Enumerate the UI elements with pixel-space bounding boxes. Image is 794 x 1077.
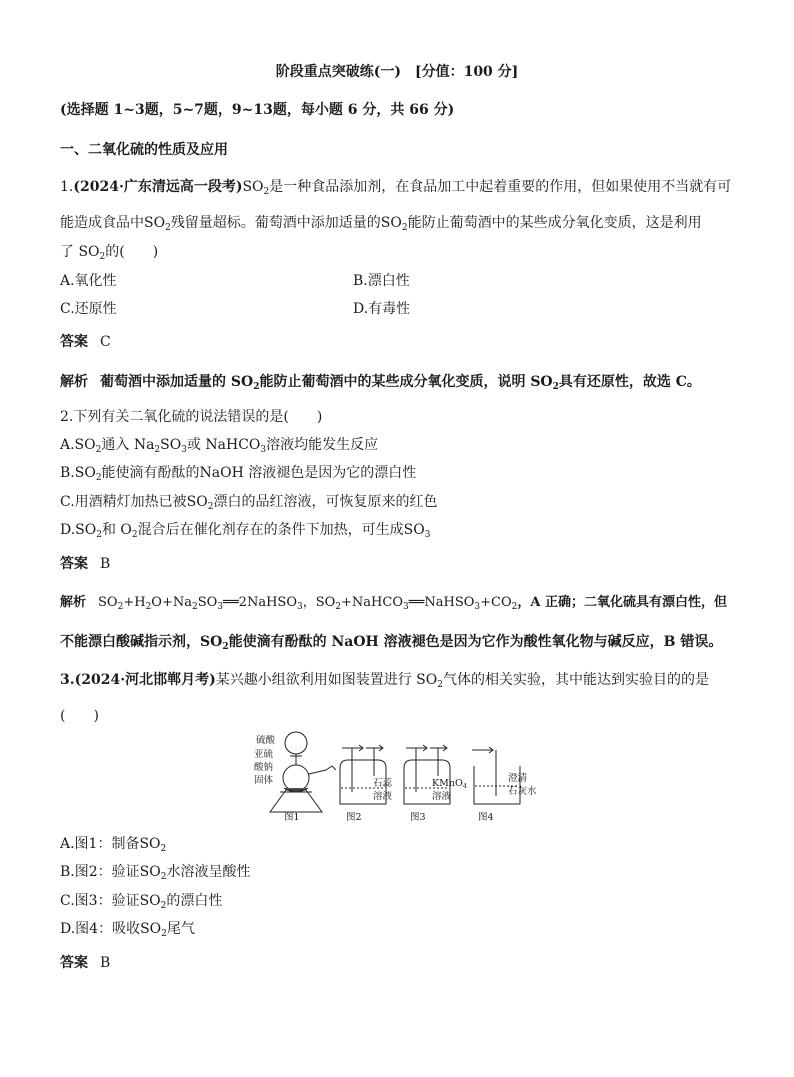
question-1-source: (2024·广东清远高一段考) [73,179,243,195]
question-1-answer: 答案 C [60,334,111,350]
question-1-options-row-2 [60,300,411,318]
label-litmus-2: 溶液 [373,791,393,802]
option-c: C.还原性 [60,301,117,317]
question-3-option-b: B.图2：验证$SO_2$水溶液呈酸性 [60,864,251,882]
question-1-options-row-1 [60,272,410,290]
caption-fig-4: 图4 [478,812,494,822]
option-b: B.漂白性 [353,273,410,289]
caption-fig-3: 图3 [410,812,426,822]
question-1-line-1: 1.(2024·广东清远高一段考)$SO_2$是一种食品添加剂，在食品加工中起着重要的作用，但如果使用不当就有可 [60,179,732,197]
question-3-option-d: D.图4：吸收$SO_2$尾气 [60,921,195,939]
caption-fig-1: 图1 [284,812,300,822]
option-d: D.有毒性 [353,301,411,317]
label-sulfite-2: 酸钠 [254,762,274,773]
question-3-answer: 答案 B [60,955,111,971]
label-litmus-1: 石蕊 [373,778,393,789]
question-1-analysis: 解析 葡萄酒中添加适量的 $SO_2$能防止葡萄酒中的某些成分氧化变质，说明 $SO_2$具有还原性，故选 C。 [60,374,701,392]
question-3-source: 3.(2024·河北邯郸月考) [60,672,216,688]
question-3-option-a: A.图1：制备$SO_2$ [60,836,167,854]
option-a: A.氧化性 [60,273,117,289]
question-2-analysis-line-2: 不能漂白酸碱指示剂，$SO_2$能使滴有酚酞的 NaOH 溶液褪色是因为它作为酸性氧化物与碱反应，B 错误。 [60,634,723,652]
question-3-stem: 3.(2024·河北邯郸月考)某兴趣小组欲利用如图装置进行 $SO_2$气体的相关实验，其中能达到实验目的的是 [60,672,709,690]
question-3-option-c: C.图3：验证$SO_2$的漂白性 [60,893,223,911]
question-3-paren: ( ) [60,708,99,724]
label-limewater-1: 澄清 [508,773,528,784]
label-sulfuric-acid: 硫酸 [256,735,276,746]
page-title: 阶段重点突破练(一) [分值：100 分] [275,64,519,80]
label-kmno4-solution: 溶液 [432,791,452,802]
apparatus-figure [240,730,550,822]
score-note: (选择题 1~3题，5~7题，9~13题，每小题 6 分，共 66 分) [60,102,455,118]
question-2-option-d: $D.SO_2$和 $O_2$混合后在催化剂存在的条件下加热，可生成$SO_3$ [60,522,431,540]
question-2-option-a: $A.SO_2$通入 $Na_2SO_3$或 NaHCO$_3$溶液均能发生反应 [60,437,379,455]
label-limewater-2: 石灰水 [508,786,537,797]
label-kmno4: KMnO$_4$ [432,778,467,790]
label-sulfite-3: 固体 [254,775,274,786]
question-2-answer: 答案 B [60,556,111,572]
section-heading: 一、二氧化硫的性质及应用 [60,142,228,158]
question-1-line-3: 了 $SO_2$的( ) [60,244,159,262]
question-1-line-2: 能造成食品中$SO_2$残留量超标。葡萄酒中添加适量的$SO_2$能防止葡萄酒中的某些成分氧化变质，这是利用 [60,215,702,233]
question-2-option-b: $B.SO_2$能使滴有酚酞的NaOH 溶液褪色是因为它的漂白性 [60,465,417,483]
label-sulfite-1: 亚硫 [254,749,274,760]
question-2-option-c: C.用酒精灯加热已被$SO_2$漂白的品红溶液，可恢复原来的红色 [60,494,438,512]
question-2-stem: 2.下列有关二氧化硫的说法错误的是( ) [60,409,323,425]
caption-fig-2: 图2 [346,812,362,822]
question-2-analysis-line-1: 解析 $SO_2+H_2O+Na_2SO_3══2NaHSO_3$，$SO_2+NaHCO_3══NaHSO_3+CO_2$，A 正确；二氧化硫具有漂白性，但 [60,595,728,612]
